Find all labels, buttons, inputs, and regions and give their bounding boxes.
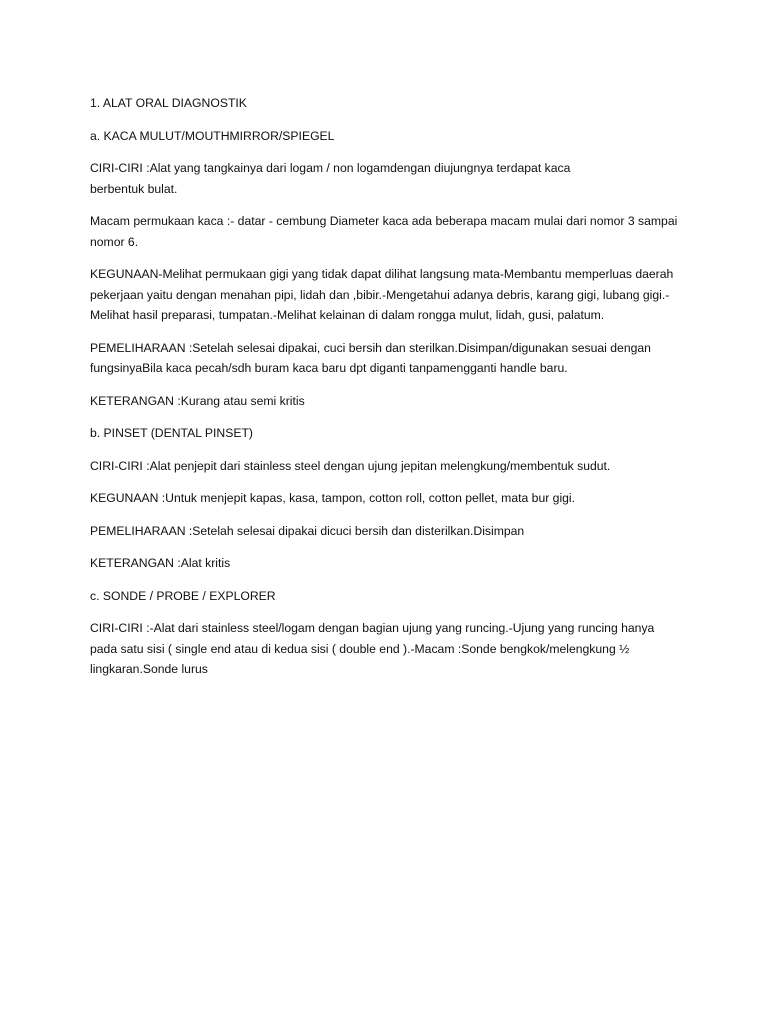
section-b-keterangan: KETERANGAN :Alat kritis bbox=[90, 556, 231, 570]
section-b-kegunaan: KEGUNAAN :Untuk menjepit kapas, kasa, tampon, cotton roll, cotton pellet, mata bur gigi. bbox=[90, 491, 576, 505]
document-body bbox=[90, 93, 680, 692]
section-a-ciri-line2: berbentuk bulat. bbox=[90, 181, 178, 196]
section-a-macam: Macam permukaan kaca :- datar - cembung Diameter kaca ada beberapa macam mulai dari nomor 3 sampai nomor 6. bbox=[90, 214, 678, 249]
section-a-title: a. KACA MULUT/MOUTHMIRROR/SPIEGEL bbox=[90, 128, 335, 143]
document-heading: 1. ALAT ORAL DIAGNOSTIK bbox=[90, 96, 247, 110]
section-b-pemeliharaan: PEMELIHARAAN :Setelah selesai dipakai dicuci bersih dan disterilkan.Disimpan bbox=[90, 523, 525, 538]
section-a-ciri-line1: CIRI-CIRI :Alat yang tangkainya dari logam / non logamdengan diujungnya terdapat kaca bbox=[90, 161, 571, 175]
section-b-title: b. PINSET (DENTAL PINSET) bbox=[90, 426, 253, 440]
section-a-pemeliharaan: PEMELIHARAAN :Setelah selesai dipakai, cuci bersih dan sterilkan.Disimpan/digunakan sesuai dengan fungsinyaBila kaca pecah/sdh buram kaca baru dpt diganti tanpamengganti handle baru. bbox=[90, 340, 651, 375]
section-a-ciri bbox=[90, 158, 680, 199]
section-b-ciri: CIRI-CIRI :Alat penjepit dari stainless steel dengan ujung jepitan melengkung/membentuk sudut. bbox=[90, 458, 611, 473]
section-a-keterangan: KETERANGAN :Kurang atau semi kritis bbox=[90, 393, 305, 408]
section-a-kegunaan: KEGUNAAN-Melihat permukaan gigi yang tidak dapat dilihat langsung mata-Membantu memperluas daerah pekerjaan yaitu dengan menahan pipi, lidah dan ,bibir.-Mengetahui adanya debris, karang gigi, lubang gigi.-Melihat hasil preparasi, tumpatan.-Melihat kelainan di dalam rongga mulut, lidah, gusi, palatum. bbox=[90, 267, 674, 322]
section-c-ciri: CIRI-CIRI :-Alat dari stainless steel/logam dengan bagian ujung yang runcing.-Ujung yang runcing hanya pada satu sisi ( single end atau di kedua sisi ( double end ).-Macam :Sonde bengkok/melengkung ½ lingkaran.Sonde lurus bbox=[90, 621, 655, 676]
section-c-title: c. SONDE / PROBE / EXPLORER bbox=[90, 588, 276, 603]
